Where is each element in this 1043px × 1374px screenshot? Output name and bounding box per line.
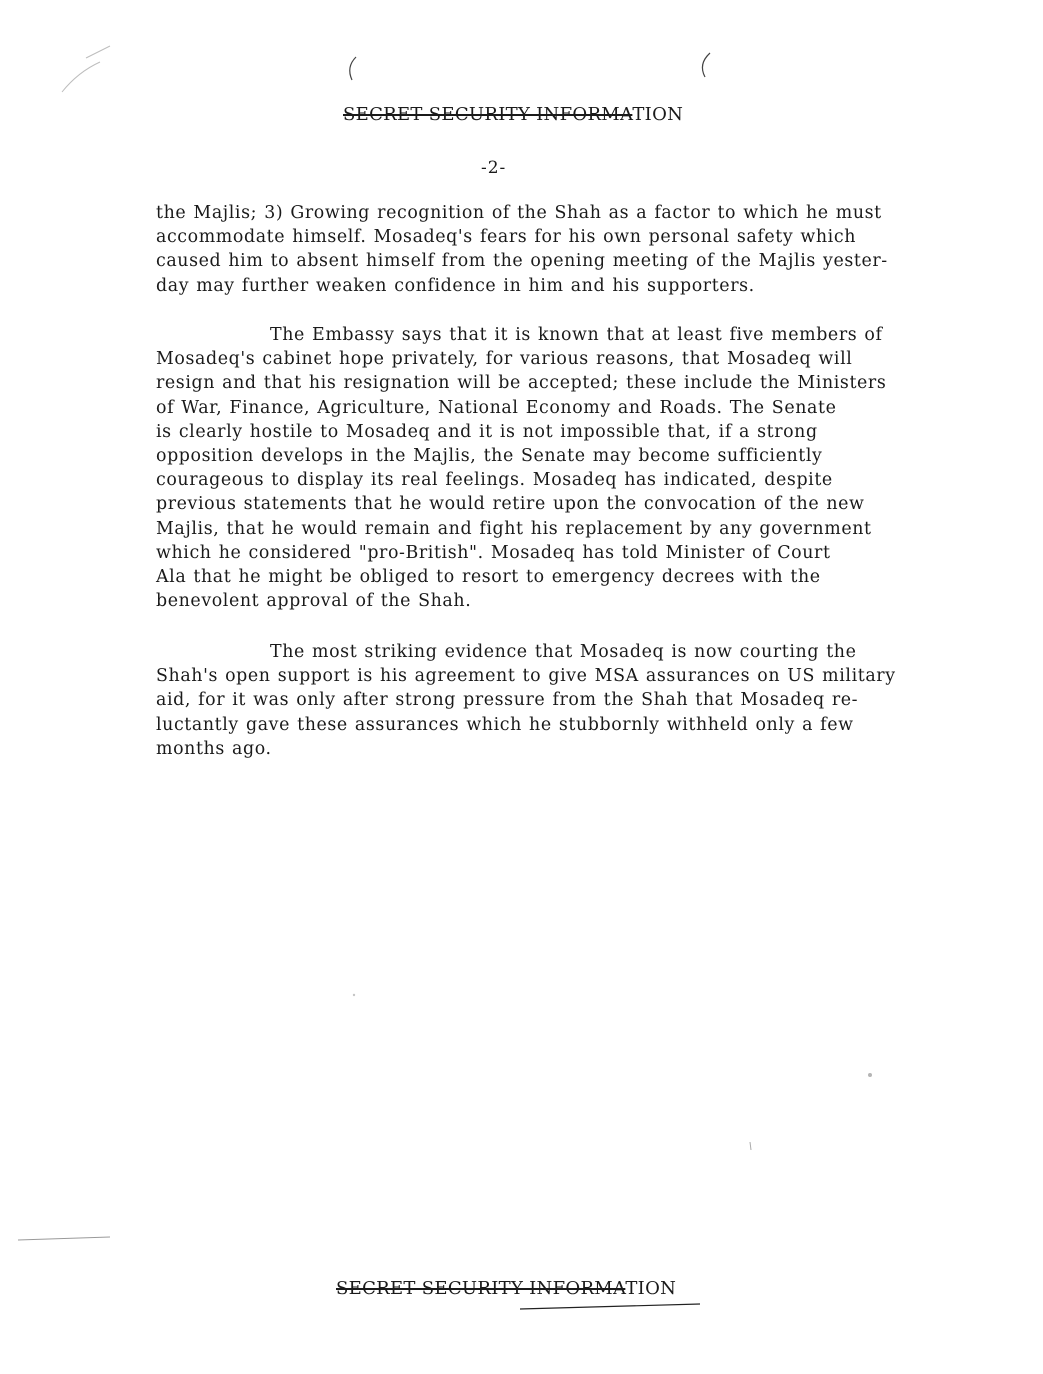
hole-punch-mark-left: [350, 57, 356, 80]
speck-mark: [353, 994, 355, 996]
text-line: benevolent approval of the Shah.: [156, 591, 472, 612]
text-line: aid, for it was only after strong pressure from the Shah that Mosadeq re-: [156, 690, 859, 711]
text-line: Shah's open support is his agreement to give MSA assurances on US military: [156, 666, 896, 687]
edge-mark-left: [18, 1237, 110, 1240]
text-line: previous statements that he would retire upon the convocation of the new: [156, 494, 865, 515]
text-line: is clearly hostile to Mosadeq and it is not impossible that, if a strong: [156, 421, 818, 442]
classification-header-tail: TION: [632, 104, 684, 125]
speck-mark: [868, 1073, 872, 1077]
classification-footer: [336, 1278, 676, 1299]
text-line: [156, 640, 966, 664]
text-line-content: The Embassy says that it is known that at least five members of: [270, 325, 883, 345]
text-line: caused him to absent himself from the opening meeting of the Majlis yester-: [156, 251, 888, 272]
text-line: the Majlis; 3) Growing recognition of the Shah as a factor to which he must: [156, 203, 882, 223]
hole-punch-mark-right: [702, 53, 710, 77]
text-line: Ala that he might be obliged to resort to emergency decrees with the: [156, 567, 821, 588]
text-line: Majlis, that he would remain and fight his replacement by any government: [156, 518, 872, 539]
footer-underline: [520, 1304, 700, 1309]
body-paragraph: [156, 323, 966, 613]
text-line: luctantly gave these assurances which he stubbornly withheld only a few: [156, 714, 854, 735]
speck-mark: [750, 1142, 751, 1150]
text-line-content: The most striking evidence that Mosadeq is now courting the: [270, 642, 857, 662]
classification-header-struck: SECRET SECURITY INFORMA: [343, 104, 633, 125]
pencil-scribble-mark: [62, 46, 110, 92]
text-line: courageous to display its real feelings. Mosadeq has indicated, despite: [156, 470, 833, 491]
text-line: which he considered "pro-British". Mosadeq has told Minister of Court: [156, 542, 831, 563]
body-paragraph: [156, 201, 966, 298]
text-line: of War, Finance, Agriculture, National Economy and Roads. The Senate: [156, 397, 837, 418]
body-paragraph: [156, 640, 966, 761]
text-line: accommodate himself. Mosadeq's fears for his own personal safety which: [156, 227, 856, 248]
page-number: -2-: [481, 158, 507, 178]
classification-footer-struck: SECRET SECURITY INFORMA: [336, 1278, 626, 1299]
classification-header: [343, 104, 683, 125]
text-line: months ago.: [156, 738, 272, 759]
text-line: day may further weaken confidence in him and his supporters.: [156, 275, 755, 296]
text-line: Mosadeq's cabinet hope privately, for various reasons, that Mosadeq will: [156, 349, 853, 370]
text-line: resign and that his resignation will be accepted; these include the Ministers: [156, 373, 887, 394]
classification-footer-tail: TION: [625, 1278, 677, 1299]
text-line: [156, 323, 966, 347]
text-line: opposition develops in the Majlis, the Senate may become sufficiently: [156, 446, 823, 467]
